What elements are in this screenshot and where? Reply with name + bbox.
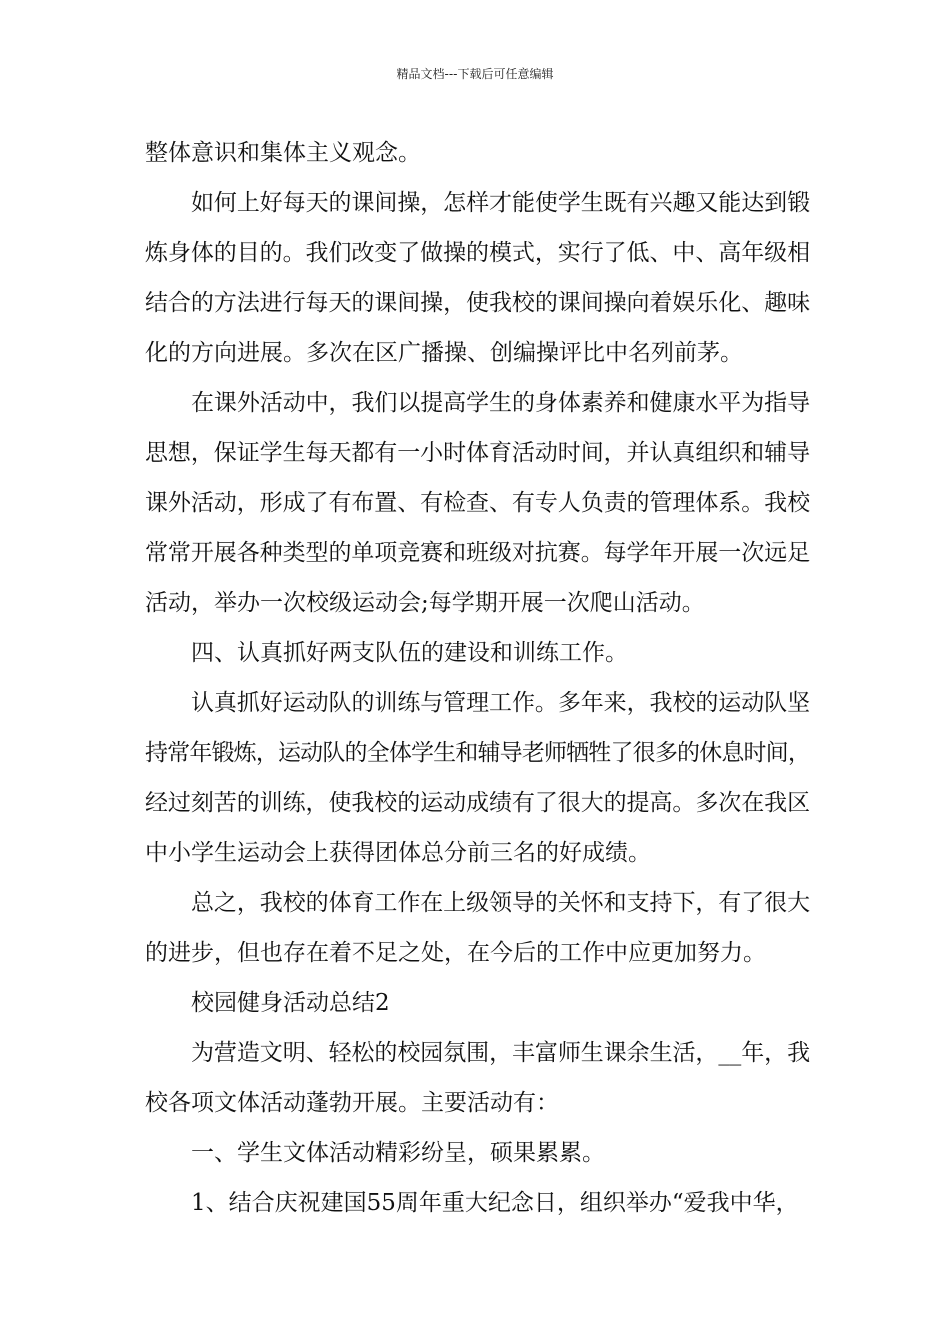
text-line: 校各项文体活动蓬勃开展。主要活动有：	[145, 1090, 559, 1116]
page-header: 精品文档---下载后可任意编辑	[396, 67, 554, 81]
text-line: 为营造文明、轻松的校园氛围，丰富师生课余生活，__年，我	[191, 1040, 811, 1066]
text-line: 认真抓好运动队的训练与管理工作。多年来，我校的运动队坚	[191, 690, 811, 716]
text-line: 整体意识和集体主义观念。	[145, 140, 421, 166]
text-line: 课外活动，形成了有布置、有检查、有专人负责的管理体系。我校	[145, 490, 811, 516]
text-line: 常常开展各种类型的单项竞赛和班级对抗赛。每学年开展一次远足	[145, 540, 811, 566]
text-line: 在课外活动中，我们以提高学生的身体素养和健康水平为指导	[191, 390, 811, 416]
text-line: 经过刻苦的训练，使我校的运动成绩有了很大的提高。多次在我区	[145, 790, 811, 816]
text-line: 炼身体的目的。我们改变了做操的模式，实行了低、中、高年级相	[145, 240, 811, 266]
text-line: 校园健身活动总结2	[191, 990, 390, 1016]
text-line: 中小学生运动会上获得团体总分前三名的好成绩。	[145, 840, 651, 866]
text-line: 持常年锻炼，运动队的全体学生和辅导老师牺牲了很多的休息时间，	[145, 740, 811, 766]
text-line: 思想，保证学生每天都有一小时体育活动时间，并认真组织和辅导	[145, 440, 811, 466]
text-line: 化的方向进展。多次在区广播操、创编操评比中名列前茅。	[145, 340, 743, 366]
text-line: 一、学生文体活动精彩纷呈，硕果累累。	[191, 1140, 605, 1166]
text-line: 结合的方法进行每天的课间操，使我校的课间操向着娱乐化、趣味	[145, 290, 811, 316]
text-line: 如何上好每天的课间操，怎样才能使学生既有兴趣又能达到锻	[191, 190, 811, 216]
text-line: 的进步，但也存在着不足之处，在今后的工作中应更加努力。	[145, 940, 766, 966]
text-line: 1、结合庆祝建国55周年重大纪念日，组织举办“爱我中华，	[191, 1190, 799, 1216]
document-body	[145, 128, 810, 1228]
text-line: 活动，举办一次校级运动会;每学期开展一次爬山活动。	[145, 590, 705, 616]
text-line: 总之，我校的体育工作在上级领导的关怀和支持下，有了很大	[191, 890, 811, 916]
text-line: 四、认真抓好两支队伍的建设和训练工作。	[191, 640, 628, 666]
